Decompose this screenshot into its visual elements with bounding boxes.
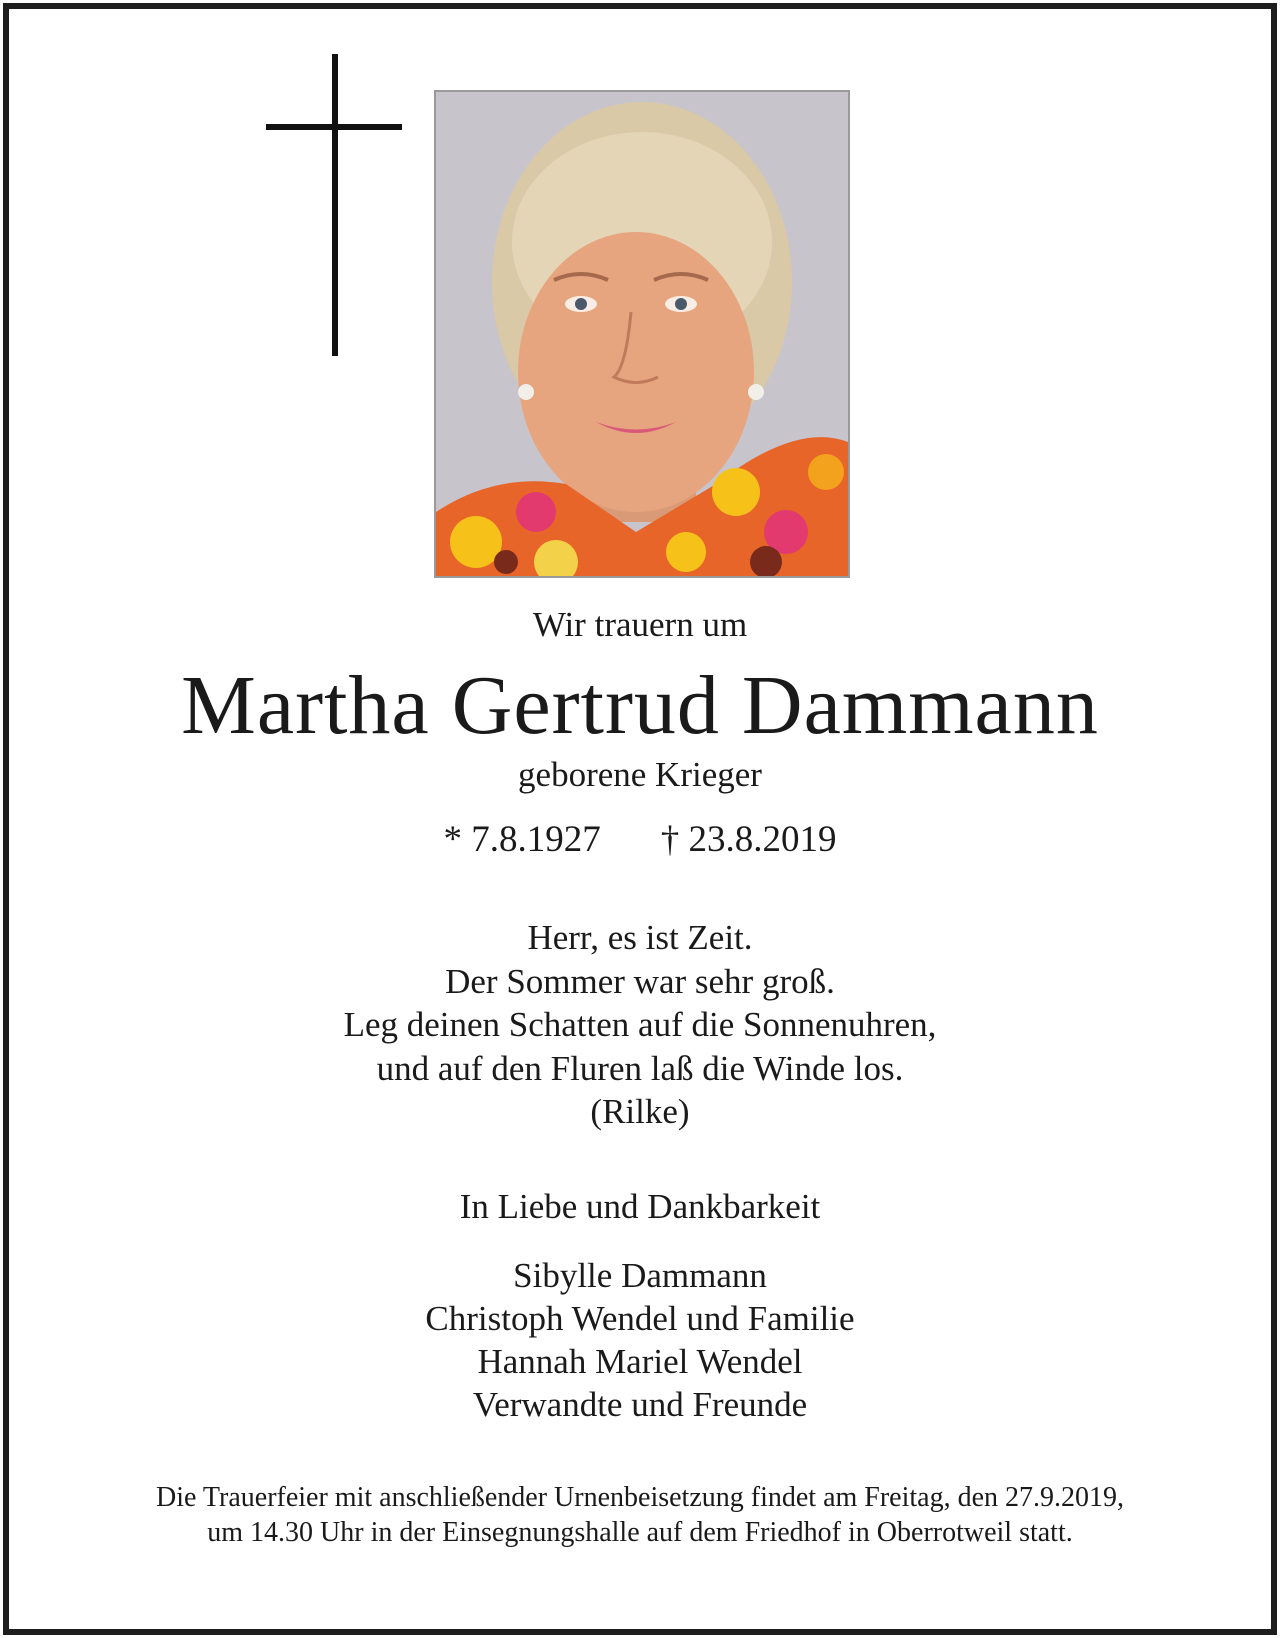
poem-line: Leg deinen Schatten auf die Sonnenuhren, <box>343 1005 937 1044</box>
poem <box>0 916 1280 1134</box>
poem-author: (Rilke) <box>590 1092 690 1131</box>
birth-name: geborene Krieger <box>518 755 762 794</box>
closing-text: In Liebe und Dankbarkeit <box>459 1187 821 1226</box>
death-date: † 23.8.2019 <box>660 819 837 860</box>
mourner: Sibylle Dammann <box>513 1256 767 1295</box>
latin-cross-icon <box>266 54 402 356</box>
mourners-list <box>0 1254 1280 1426</box>
life-dates <box>0 818 1280 862</box>
service-line: Die Trauerfeier mit anschließender Urnenbeisetzung findet am Freitag, den 27.9.2019, <box>155 1482 1125 1513</box>
intro-text: Wir trauern um <box>532 605 748 644</box>
birth-date: * 7.8.1927 <box>443 819 601 860</box>
mourner: Verwandte und Freunde <box>472 1385 808 1424</box>
mourner: Christoph Wendel und Familie <box>425 1299 855 1338</box>
mourner: Hannah Mariel Wendel <box>477 1342 803 1381</box>
deceased-name: Martha Gertrud Dammann <box>181 659 1099 752</box>
portrait-illustration <box>436 92 848 576</box>
service-line: um 14.30 Uhr in der Einsegnungshalle auf dem Friedhof in Oberrotweil statt. <box>207 1517 1073 1548</box>
portrait-photo <box>434 90 850 578</box>
service-info <box>0 1480 1280 1550</box>
poem-line: Der Sommer war sehr groß. <box>445 961 835 1001</box>
poem-line: und auf den Fluren laß die Winde los. <box>376 1048 904 1088</box>
poem-line: Herr, es ist Zeit. <box>527 918 753 957</box>
